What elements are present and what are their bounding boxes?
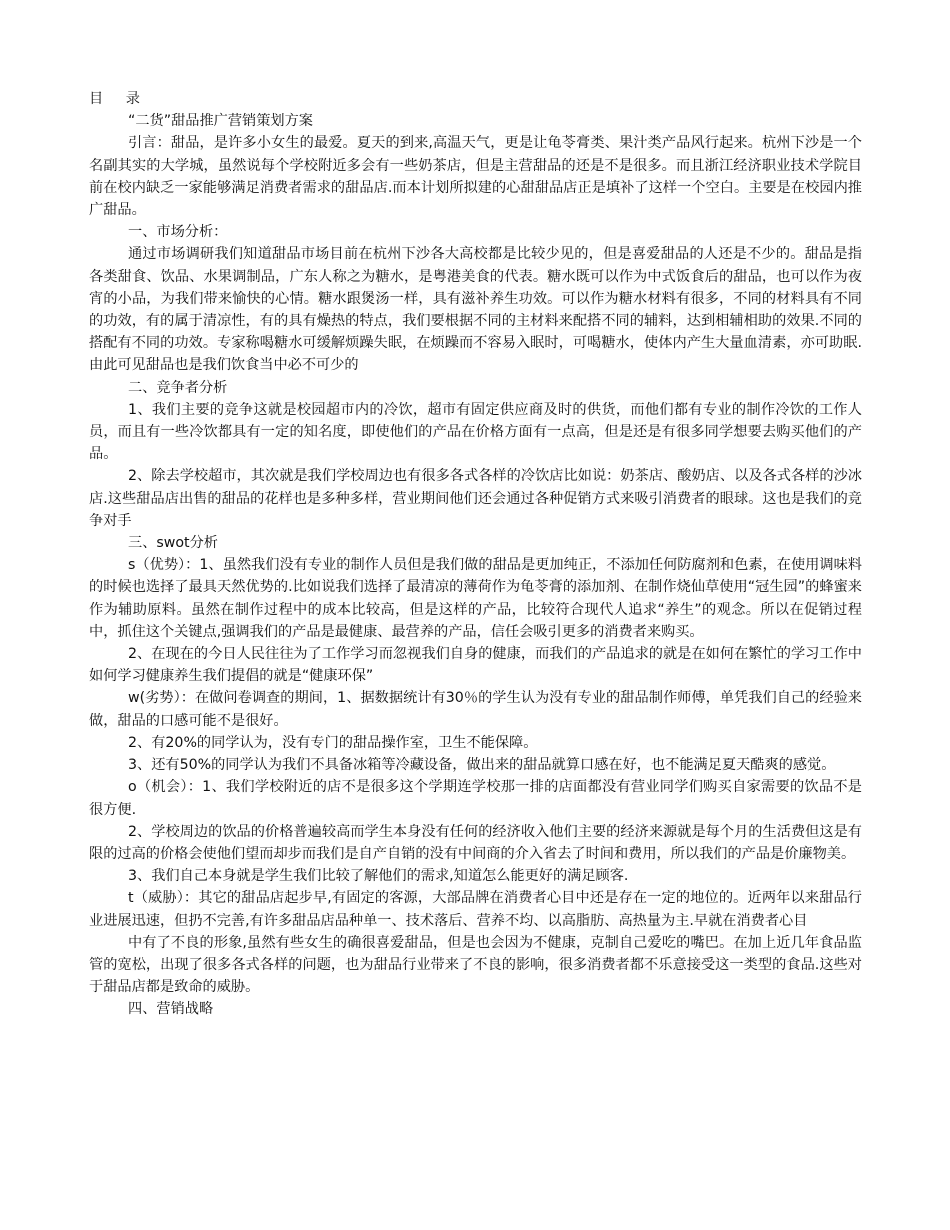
toc-heading: 目 录 [89, 91, 149, 107]
paragraph-weakness-3: 3、还有50%的同学认为我们不具备冰箱等冷藏设备，做出来的甜品就算口感在好，也不能满足夏天酷爽的感觉。 [128, 757, 836, 774]
paragraph-strength-2: 2、在现在的今日人民往往为了工作学习而忽视我们自身的健康，而我们的产品追求的就是在如何在繁忙的学习工作中如何学习健康养生我们提倡的就是“健康环保” [89, 646, 862, 685]
paragraph-weakness-2: 2、有20%的同学认为，没有专门的甜品操作室，卫生不能保障。 [128, 734, 538, 751]
paragraph-opportunity-1: o（机会）：1、我们学校附近的店不是很多这个学期连学校那一排的店面都没有营业同学们购买自家需要的饮品不是很方便. [89, 779, 862, 818]
section-heading-marketing-strategy: 四、营销战略 [128, 1001, 214, 1018]
paragraph-threat-1: t（威胁）：其它的甜品店起步早,有固定的客源，大部品牌在消费者心目中还是存在一定的地位的。近两年以来甜品行业进展迅速，但扔不完善,有许多甜品店品种单一、技术落后、营养不均、以高脂肪、高热量为主.早就在消费者心目 [89, 890, 862, 929]
paragraph-opportunity-3: 3、我们自己本身就是学生我们比较了解他们的需求,知道怎么能更好的满足顾客. [128, 868, 629, 885]
paragraph-strength-1: s（优势）：1、虽然我们没有专业的制作人员但是我们做的甜品是更加纯正，不添加任何防腐剂和色素，在使用调味料的时候也选择了最具天然优势的.比如说我们选择了最清凉的薄荷作为龟苓膏的添加剂、在制作烧仙草使用“冠生园”的蜂蜜来作为辅助原料。虽然在制作过程中的成本比较高，但是这样的产品，比较符合现代人追求“养生”的观念。所以在促销过程中，抓住这个关键点,强调我们的产品是最健康、最营养的产品，信任会吸引更多的消费者来购买。 [89, 557, 862, 640]
document-body [89, 88, 862, 1021]
paragraph-competitor-1: 1、我们主要的竞争这就是校园超市内的冷饮，超市有固定供应商及时的供货，而他们都有专业的制作冷饮的工作人员，而且有一些冷饮都具有一定的知名度，即使他们的产品在价格方面有一点高，但是还是有很多同学想要去购买他们的产品。 [89, 401, 862, 463]
section-heading-market-analysis: 一、市场分析： [128, 224, 228, 241]
section-heading-swot: 三、swot分析 [128, 535, 218, 552]
document-title: “二货”甜品推广营销策划方案 [128, 113, 313, 130]
section-heading-competitor-analysis: 二、竞争者分析 [128, 379, 228, 396]
paragraph-intro: 引言：甜品，是许多小女生的最爱。夏天的到来,高温天气，更是让龟苓膏类、果汁类产品风行起来。杭州下沙是一个名副其实的大学城，虽然说每个学校附近多会有一些奶茶店，但是主营甜品的还是不是很多。而且浙江经济职业技术学院目前在校内缺乏一家能够满足消费者需求的甜品店.而本计划所拟建的心甜甜品店正是填补了这样一个空白。主要是在校园内推广甜品。 [89, 135, 862, 219]
paragraph-threat-2: 中有了不良的形象,虽然有些女生的确很喜爱甜品，但是也会因为不健康，克制自己爱吃的嘴巴。在加上近几年食品监管的宽松，出现了很多各式各样的问题，也为甜品行业带来了不良的影响，很多消费者都不乐意接受这一类型的食品.这些对于甜品店都是致命的威胁。 [89, 934, 862, 996]
paragraph-market-analysis: 通过市场调研我们知道甜品市场目前在杭州下沙各大高校都是比较少见的，但是喜爱甜品的人还是不少的。甜品是指各类甜食、饮品、水果调制品，广东人称之为糖水，是粤港美食的代表。糖水既可以作为中式饭食后的甜品，也可以作为夜宵的小品，为我们带来愉快的心情。糖水跟煲汤一样，具有滋补养生功效。可以作为糖水材料有很多，不同的材料具有不同的功效，有的属于清凉性，有的具有燥热的特点，我们要根据不同的主材料来配搭不同的辅料，达到相辅相助的效果.不同的搭配有不同的功效。专家称喝糖水可缓解烦躁失眠，在烦躁而不容易入眠时，可喝糖水，使体内产生大量血清素，亦可助眠.由此可见甜品也是我们饮食当中必不可少的 [89, 246, 862, 374]
paragraph-weakness-1: w(劣势）：在做问卷调查的期间，1、据数据统计有30％的学生认为没有专业的甜品制作师傅，单凭我们自己的经验来做，甜品的口感可能不是很好。 [89, 690, 862, 729]
paragraph-opportunity-2: 2、学校周边的饮品的价格普遍较高而学生本身没有任何的经济收入他们主要的经济来源就是每个月的生活费但这是有限的过高的价格会使他们望而却步而我们是自产自销的没有中间商的介入省去了时间和费用，所以我们的产品是价廉物美。 [89, 823, 862, 862]
paragraph-competitor-2: 2、除去学校超市，其次就是我们学校周边也有很多各式各样的冷饮店比如说：奶茶店、酸奶店、以及各式各样的沙冰店.这些甜品店出售的甜品的花样也是多种多样，营业期间他们还会通过各种促销方式来吸引消费者的眼球。这也是我们的竞争对手 [89, 468, 862, 529]
